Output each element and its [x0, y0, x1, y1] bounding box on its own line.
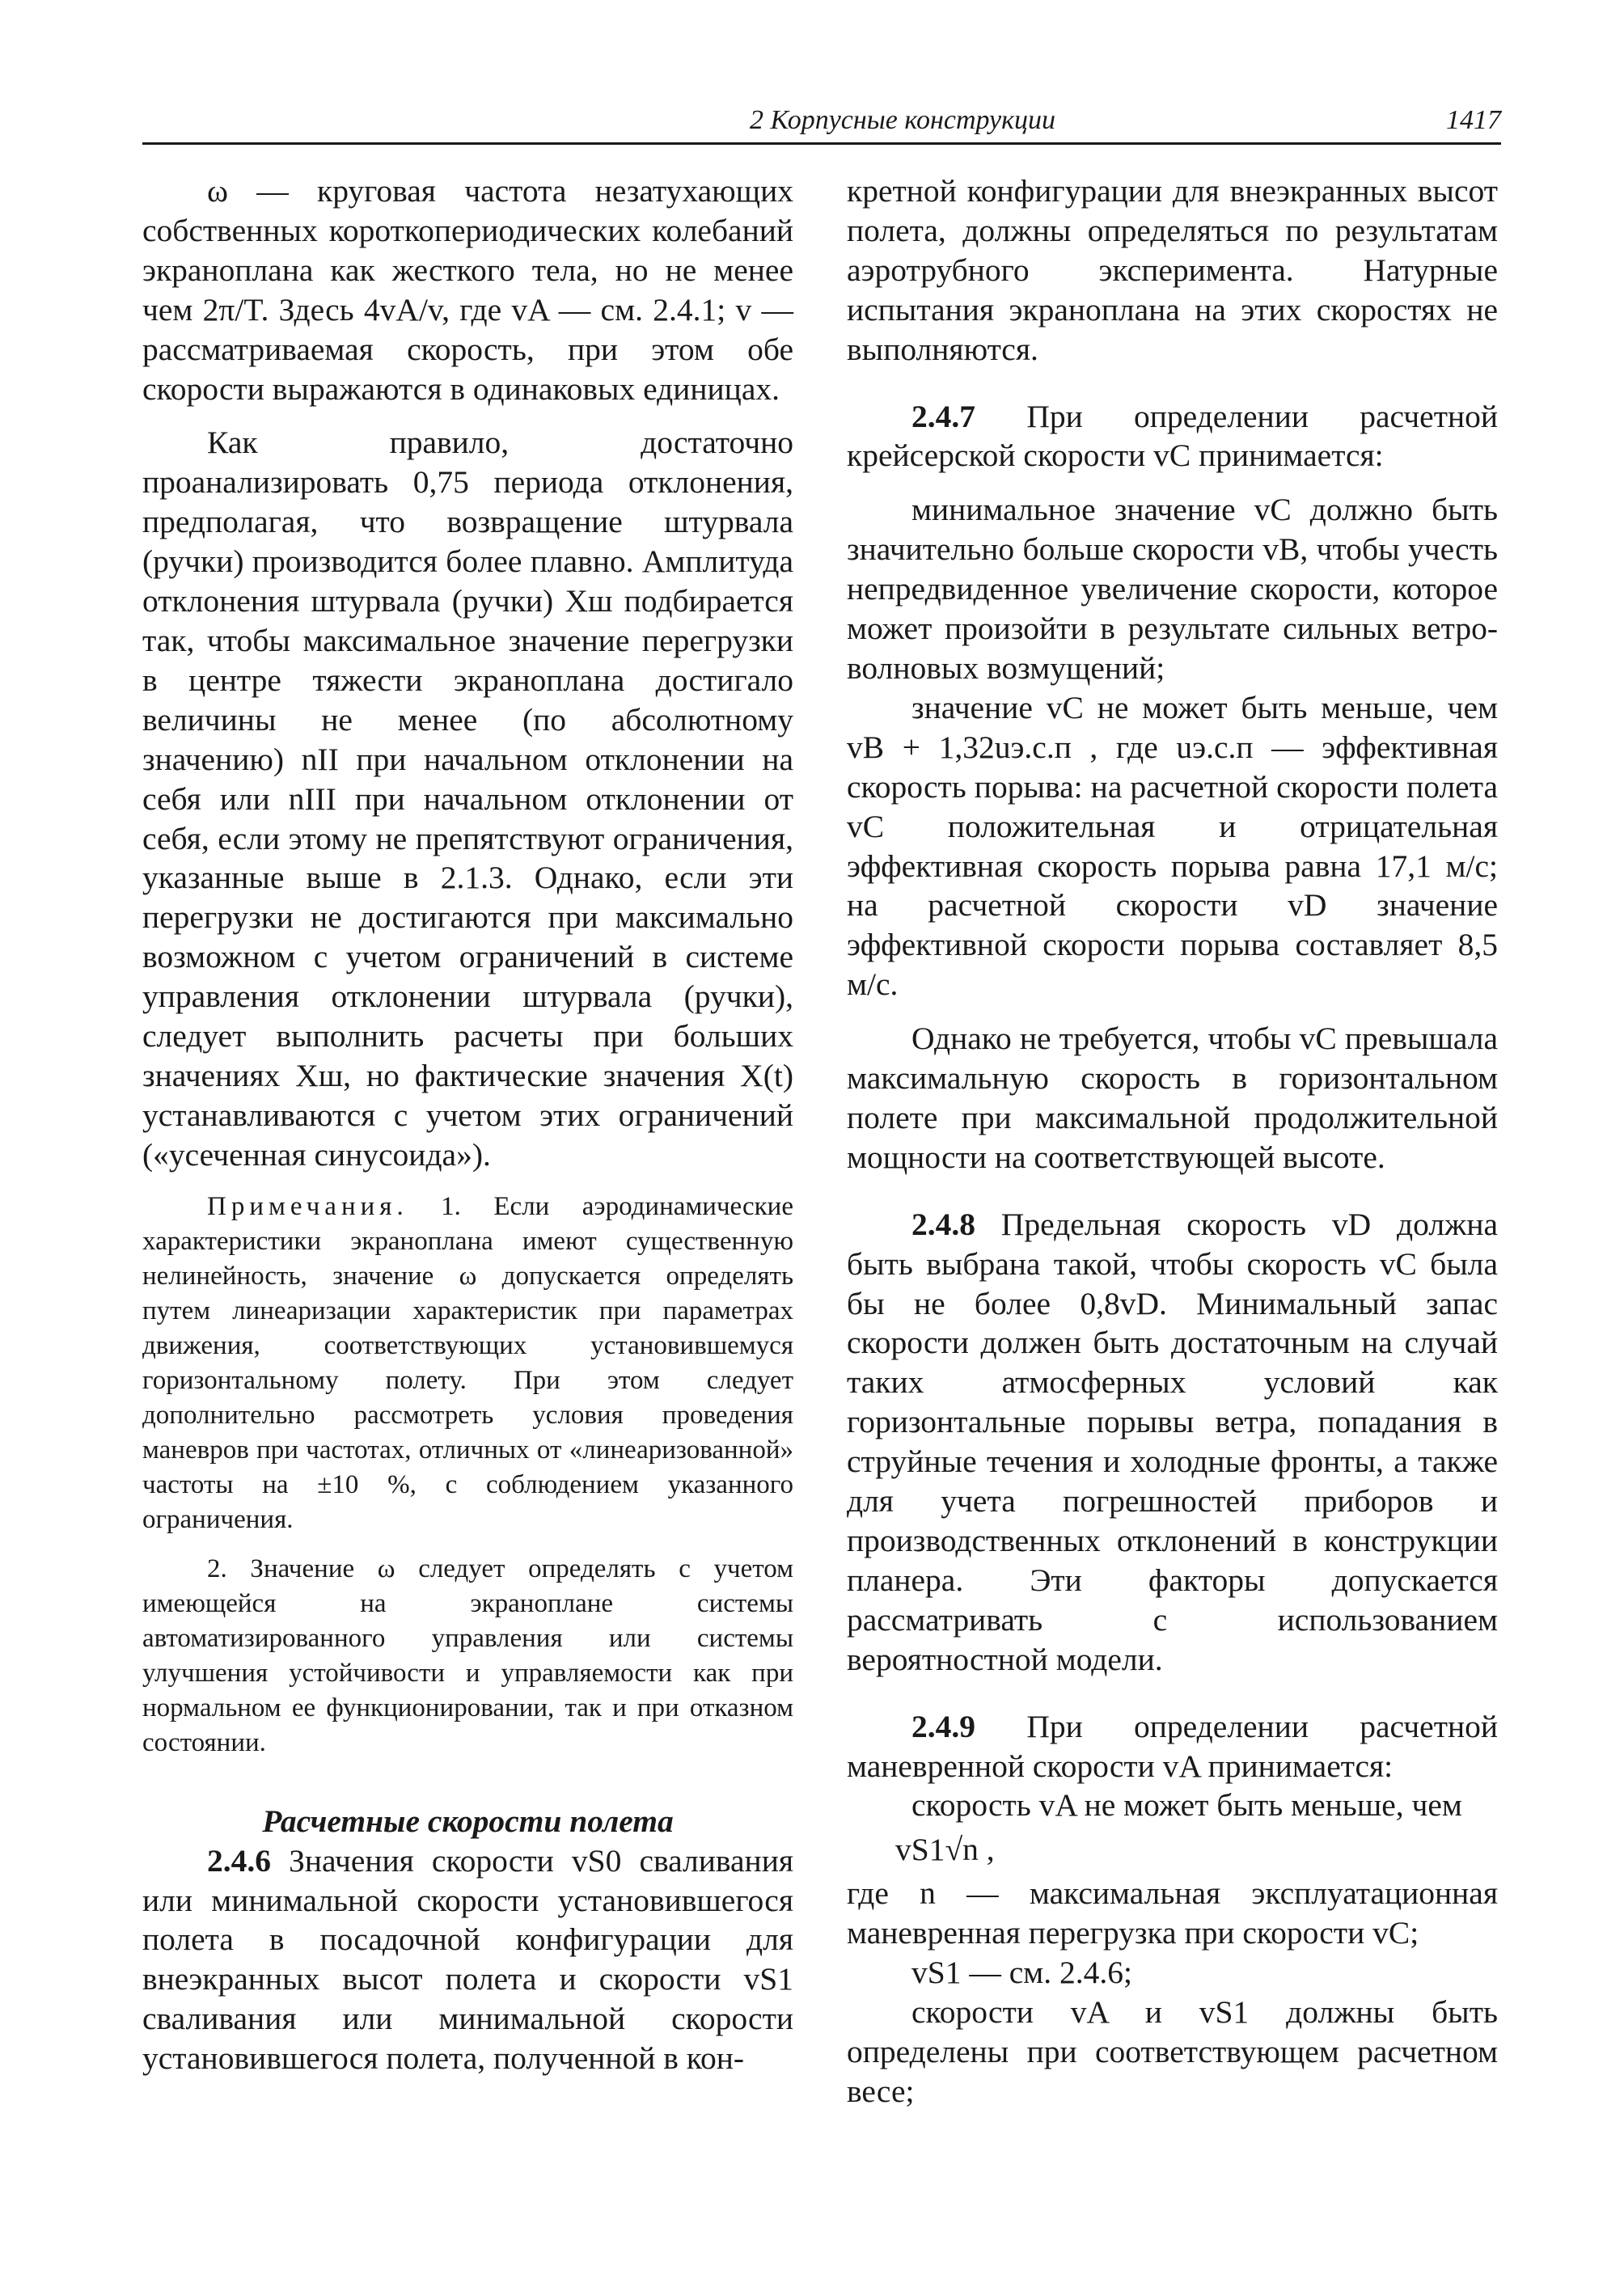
maneuver-speed-min: скорость vA не может быть меньше, чем	[911, 1787, 1462, 1824]
left-column	[142, 171, 793, 2078]
section-title: Расчетные скорости полета	[262, 1803, 674, 1839]
vs1-reference: vS1 — см. 2.4.6;	[911, 1955, 1132, 1991]
clause-number-2-4-9: 2.4.9	[911, 1708, 975, 1744]
clause-number-2-4-8: 2.4.8	[911, 1206, 975, 1242]
formula-vs1-sqrt-n: vS1√n ,	[895, 1832, 995, 1868]
section-2-4-8-text: Предельная скорость vD должна быть выбрана такой, чтобы скорость vC была бы не более 0,8vD. Минимальный запас скорости должен быть достаточным на случай таких атмосферных условий как горизонтальные порывы ветра, попадания в струйные течения и холодные фронты, а также для учета погрешностей приборов и производственных отклонений в конструкции планера. Эти факторы допускается рассматривать с использованием вероятностной модели.	[847, 1206, 1499, 1677]
running-title: 2 Корпусные конструкции	[749, 105, 1056, 135]
maneuver-load-definition: где n — максимальная эксплуатационная маневренная перегрузка при скорости vC;	[847, 1875, 1498, 1951]
cruise-speed-gust: значение vC не может быть меньше, чем vB + 1,32uэ.с.п , где uэ.с.п — эффективная скорость порыва: на расчетной скорости полета vC положительная и отрицательная эффективная скорость порыва равна 17,1 м/с; на расчетной скорости vD значение эффективной скорости порыва составляет 8,5 м/с.	[847, 689, 1498, 1003]
section-2-4-6-text: Значения скорости vS0 сваливания или минимальной скорости установившегося полета в посадочной конфигурации для внеэкранных высот полета и скорости vS1 сваливания или минимальной скорости установившегося полета, полученной в кон-	[142, 1842, 793, 2077]
continued-paragraph: кретной конфигурации для внеэкранных высот полета, должны определяться по результатам аэротрубного эксперимента. Натурные испытания экраноплана на этих скоростях не выполняются.	[847, 173, 1498, 367]
speeds-weight-condition: скорости vA и vS1 должны быть определены при соответствующем расчетном весе;	[847, 1994, 1498, 2109]
section-2-4-6	[142, 1841, 793, 2078]
clause-number-2-4-6: 2.4.6	[207, 1842, 271, 1879]
paragraph-omega: ω — круговая частота незатухающих собственных короткопериодических колебаний экраноплана как жесткого тела, но не менее чем 2π/T. Здесь 4vA/v, где vA — см. 2.4.1; v — рассматриваемая скорость, при этом обе скорости выражаются в одинаковых единицах.	[142, 173, 793, 407]
notes-block	[142, 1190, 793, 1761]
notes-label: Примечания.	[207, 1191, 408, 1221]
note-2: 2. Значение ω следует определять с учетом имеющейся на экраноплане системы автоматизированного управления или системы улучшения устойчивости и управляемости как при нормальном ее функционировании, так и при отказном состоянии.	[142, 1553, 793, 1757]
page-number: 1417	[1446, 105, 1501, 135]
section-2-4-8	[847, 1205, 1498, 1680]
cruise-speed-max: Однако не требуется, чтобы vC превышала максимальную скорость в горизонтальном полете при максимальной продолжительной мощности на соответствующей высоте.	[847, 1021, 1498, 1175]
note-1	[142, 1190, 793, 1537]
section-2-4-9-text: При определении расчетной маневренной скорости vA принимается:	[847, 1708, 1498, 1784]
right-column	[847, 171, 1498, 2111]
section-2-4-7	[847, 397, 1498, 476]
clause-number-2-4-7: 2.4.7	[911, 398, 975, 434]
paragraph-amplitude: Как правило, достаточно проанализировать 0,75 периода отклонения, предполагая, что возвращение штурвала (ручки) производится более плавно. Амплитуда отклонения штурвала (ручки) Xш подбирается так, чтобы максимальное значение перегрузки в центре тяжести экраноплана достигало величины не менее (по абсолютному значению) nII при начальном отклонении на себя или nIII при начальном отклонении от себя, если этому не препятствуют ограничения, указанные выше в 2.1.3. Однако, если эти перегрузки не достигаются при максимально возможном с учетом ограничений в системе управления отклонении штурвала (ручки), следует выполнить расчеты при больших значениях Xш, но фактические значения X(t) устанавливаются с учетом этих ограничений («усеченная синусоида»).	[142, 425, 793, 1173]
note-1-text: 1. Если аэродинамические характеристики экраноплана имеют существенную нелинейность, значение ω допускается определять путем линеаризации характеристик при параметрах движения, соответствующих установившемуся горизонтальному полету. При этом следует дополнительно рассмотреть условия проведения маневров при частотах, отличных от «линеаризованной» частоты на ±10 %, с соблюдением указанного ограничения.	[142, 1191, 793, 1534]
section-2-4-7-text: При определении расчетной крейсерской скорости vC принимается:	[847, 398, 1498, 474]
cruise-speed-min: минимальное значение vC должно быть значительно больше скорости vB, чтобы учесть непредвиденное увеличение скорости, которое может произойти в результате сильных ветро-волновых возмущений;	[847, 492, 1498, 686]
section-2-4-9	[847, 1707, 1498, 1786]
page-header	[142, 97, 1501, 145]
